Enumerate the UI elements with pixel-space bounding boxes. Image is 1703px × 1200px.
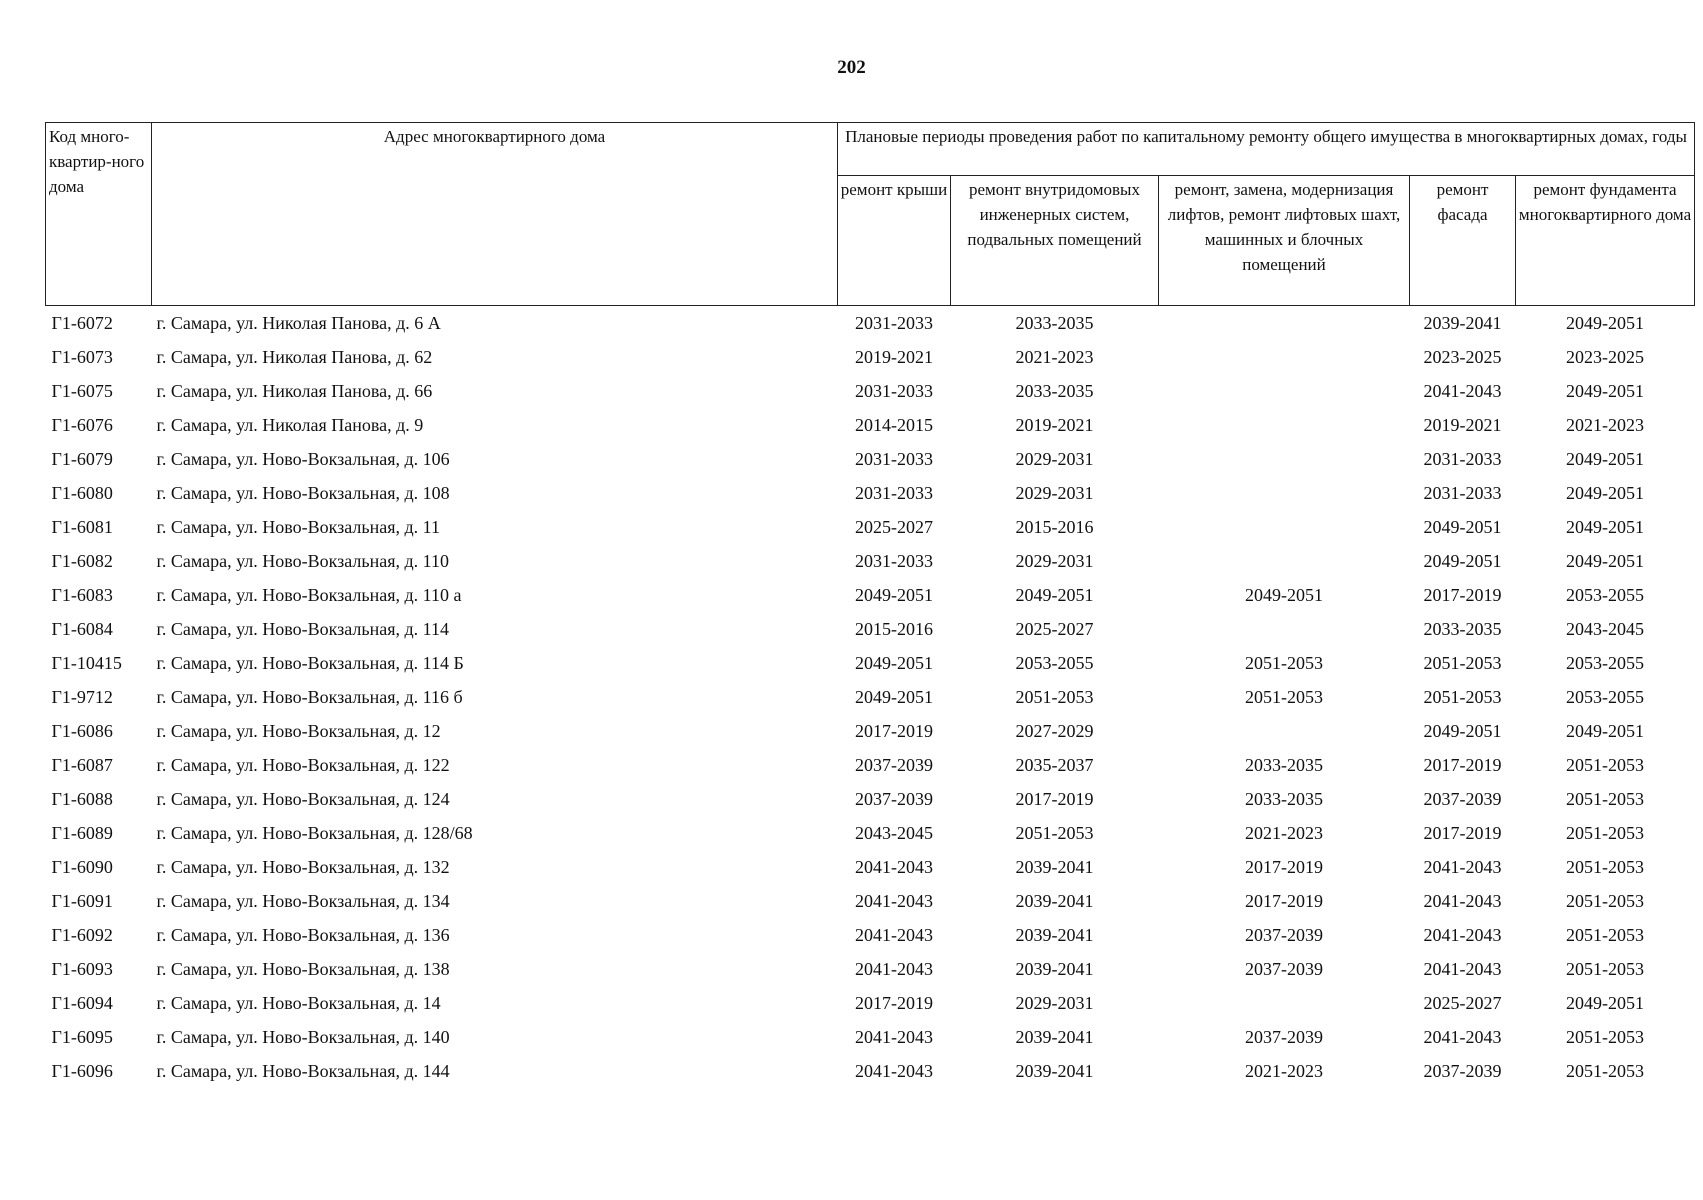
cell-systems: 2039-2041 <box>1015 925 1094 945</box>
cell-roof: 2043-2045 <box>855 823 933 843</box>
cell-foundation: 2021-2023 <box>1566 415 1645 435</box>
table-row <box>46 1020 1695 1054</box>
cell-roof: 2031-2033 <box>855 551 933 571</box>
cell-foundation: 2049-2051 <box>1566 449 1645 469</box>
cell-address: г. Самара, ул. Ново-Вокзальная, д. 12 <box>156 721 441 741</box>
cell-systems: 2049-2051 <box>1015 585 1094 605</box>
cell-address: г. Самара, ул. Николая Панова, д. 66 <box>156 381 433 401</box>
cell-foundation: 2049-2051 <box>1566 993 1645 1013</box>
cell-elevators: 2037-2039 <box>1245 1027 1323 1047</box>
cell-systems: 2039-2041 <box>1015 959 1094 979</box>
cell-code: Г1-6090 <box>51 857 113 877</box>
capital-repair-schedule <box>45 122 1694 1088</box>
cell-code: Г1-6076 <box>51 415 113 435</box>
cell-foundation: 2051-2053 <box>1566 959 1645 979</box>
header-elevators: ремонт, замена, модернизация лифтов, ремонт лифтовых шахт, машинных и блочных помещений <box>1159 176 1410 306</box>
cell-systems: 2017-2019 <box>1015 789 1094 809</box>
cell-code: Г1-9712 <box>51 687 113 707</box>
header-address: Адрес многоквартирного дома <box>152 123 838 306</box>
cell-facade: 2049-2051 <box>1423 721 1502 741</box>
cell-code: Г1-6082 <box>51 551 113 571</box>
table-row <box>46 476 1695 510</box>
cell-address: г. Самара, ул. Ново-Вокзальная, д. 134 <box>156 891 450 911</box>
header-periods-group: Плановые периоды проведения работ по капитальному ремонту общего имущества в многоквартирных домах, годы <box>838 123 1695 176</box>
cell-facade: 2037-2039 <box>1423 1061 1502 1081</box>
cell-systems: 2033-2035 <box>1015 381 1094 401</box>
cell-code: Г1-6079 <box>51 449 113 469</box>
cell-foundation: 2051-2053 <box>1566 1027 1645 1047</box>
cell-foundation: 2049-2051 <box>1566 551 1645 571</box>
table-header <box>46 123 1695 306</box>
table-row <box>46 340 1695 374</box>
cell-facade: 2019-2021 <box>1423 415 1502 435</box>
cell-code: Г1-6072 <box>51 313 113 333</box>
cell-roof: 2031-2033 <box>855 449 933 469</box>
cell-roof: 2031-2033 <box>855 483 933 503</box>
cell-address: г. Самара, ул. Ново-Вокзальная, д. 116 б <box>156 687 463 707</box>
cell-facade: 2037-2039 <box>1423 789 1502 809</box>
table-row <box>46 850 1695 884</box>
table-body <box>46 306 1695 1089</box>
table-row <box>46 748 1695 782</box>
cell-systems: 2019-2021 <box>1015 415 1094 435</box>
cell-code: Г1-6089 <box>51 823 113 843</box>
cell-roof: 2014-2015 <box>855 415 933 435</box>
cell-code: Г1-6088 <box>51 789 113 809</box>
cell-elevators: 2021-2023 <box>1245 1061 1323 1081</box>
cell-systems: 2039-2041 <box>1015 857 1094 877</box>
cell-systems: 2039-2041 <box>1015 891 1094 911</box>
cell-address: г. Самара, ул. Николая Панова, д. 62 <box>156 347 433 367</box>
cell-systems: 2025-2027 <box>1015 619 1094 639</box>
cell-facade: 2041-2043 <box>1423 891 1502 911</box>
cell-address: г. Самара, ул. Ново-Вокзальная, д. 140 <box>156 1027 450 1047</box>
cell-elevators <box>1159 544 1410 578</box>
cell-elevators <box>1159 442 1410 476</box>
cell-address: г. Самара, ул. Ново-Вокзальная, д. 136 <box>156 925 450 945</box>
table-row <box>46 918 1695 952</box>
table-row <box>46 544 1695 578</box>
cell-systems: 2039-2041 <box>1015 1061 1094 1081</box>
cell-code: Г1-6096 <box>51 1061 113 1081</box>
cell-facade: 2041-2043 <box>1423 381 1502 401</box>
cell-address: г. Самара, ул. Ново-Вокзальная, д. 114 Б <box>156 653 464 673</box>
cell-address: г. Самара, ул. Ново-Вокзальная, д. 108 <box>156 483 450 503</box>
cell-elevators <box>1159 306 1410 341</box>
cell-foundation: 2051-2053 <box>1566 823 1645 843</box>
cell-foundation: 2051-2053 <box>1566 857 1645 877</box>
cell-systems: 2027-2029 <box>1015 721 1094 741</box>
cell-address: г. Самара, ул. Николая Панова, д. 9 <box>156 415 424 435</box>
table-row <box>46 714 1695 748</box>
cell-address: г. Самара, ул. Ново-Вокзальная, д. 122 <box>156 755 450 775</box>
cell-facade: 2051-2053 <box>1423 653 1502 673</box>
cell-roof: 2025-2027 <box>855 517 933 537</box>
cell-code: Г1-6092 <box>51 925 113 945</box>
cell-facade: 2017-2019 <box>1423 755 1502 775</box>
cell-systems: 2053-2055 <box>1015 653 1094 673</box>
cell-roof: 2037-2039 <box>855 789 933 809</box>
cell-foundation: 2051-2053 <box>1566 891 1645 911</box>
cell-systems: 2015-2016 <box>1015 517 1094 537</box>
cell-systems: 2029-2031 <box>1015 449 1094 469</box>
header-roof: ремонт крыши <box>838 176 951 306</box>
cell-code: Г1-6073 <box>51 347 113 367</box>
cell-elevators <box>1159 408 1410 442</box>
cell-address: г. Самара, ул. Ново-Вокзальная, д. 132 <box>156 857 450 877</box>
cell-address: г. Самара, ул. Ново-Вокзальная, д. 106 <box>156 449 450 469</box>
cell-address: г. Самара, ул. Ново-Вокзальная, д. 114 <box>156 619 450 639</box>
cell-systems: 2051-2053 <box>1015 687 1094 707</box>
cell-foundation: 2049-2051 <box>1566 721 1645 741</box>
cell-facade: 2041-2043 <box>1423 925 1502 945</box>
cell-roof: 2037-2039 <box>855 755 933 775</box>
cell-systems: 2029-2031 <box>1015 483 1094 503</box>
cell-elevators: 2051-2053 <box>1245 687 1323 707</box>
cell-foundation: 2051-2053 <box>1566 1061 1645 1081</box>
cell-foundation: 2051-2053 <box>1566 789 1645 809</box>
cell-facade: 2041-2043 <box>1423 959 1502 979</box>
repair-periods-table <box>45 122 1695 1088</box>
cell-address: г. Самара, ул. Ново-Вокзальная, д. 11 <box>156 517 441 537</box>
cell-foundation: 2053-2055 <box>1566 585 1645 605</box>
cell-roof: 2031-2033 <box>855 313 933 333</box>
cell-roof: 2041-2043 <box>855 1061 933 1081</box>
cell-facade: 2017-2019 <box>1423 585 1502 605</box>
cell-code: Г1-6091 <box>51 891 113 911</box>
cell-elevators: 2017-2019 <box>1245 857 1323 877</box>
table-row <box>46 884 1695 918</box>
table-row <box>46 612 1695 646</box>
cell-code: Г1-6087 <box>51 755 113 775</box>
header-foundation: ремонт фундамента многоквартирного дома <box>1516 176 1695 306</box>
header-code: Код много-квартир-ного дома <box>46 123 152 306</box>
cell-foundation: 2023-2025 <box>1566 347 1645 367</box>
cell-foundation: 2049-2051 <box>1566 483 1645 503</box>
cell-code: Г1-6075 <box>51 381 113 401</box>
cell-elevators <box>1159 510 1410 544</box>
cell-systems: 2029-2031 <box>1015 993 1094 1013</box>
cell-roof: 2031-2033 <box>855 381 933 401</box>
cell-elevators: 2033-2035 <box>1245 755 1323 775</box>
cell-roof: 2019-2021 <box>855 347 933 367</box>
cell-foundation: 2049-2051 <box>1566 313 1645 333</box>
cell-facade: 2031-2033 <box>1423 449 1502 469</box>
cell-systems: 2029-2031 <box>1015 551 1094 571</box>
table-row <box>46 782 1695 816</box>
cell-systems: 2033-2035 <box>1015 313 1094 333</box>
cell-elevators: 2033-2035 <box>1245 789 1323 809</box>
cell-elevators: 2021-2023 <box>1245 823 1323 843</box>
page-number: 202 <box>837 57 866 78</box>
cell-roof: 2049-2051 <box>855 653 933 673</box>
cell-roof: 2041-2043 <box>855 959 933 979</box>
cell-roof: 2017-2019 <box>855 721 933 741</box>
cell-code: Г1-6081 <box>51 517 113 537</box>
cell-address: г. Самара, ул. Ново-Вокзальная, д. 128/68 <box>156 823 473 843</box>
cell-roof: 2015-2016 <box>855 619 933 639</box>
cell-elevators: 2037-2039 <box>1245 959 1323 979</box>
cell-foundation: 2049-2051 <box>1566 517 1645 537</box>
table-row <box>46 952 1695 986</box>
cell-roof: 2041-2043 <box>855 925 933 945</box>
cell-facade: 2033-2035 <box>1423 619 1502 639</box>
table-row <box>46 646 1695 680</box>
cell-facade: 2031-2033 <box>1423 483 1502 503</box>
cell-address: г. Самара, ул. Николая Панова, д. 6 А <box>156 313 441 333</box>
cell-systems: 2051-2053 <box>1015 823 1094 843</box>
cell-systems: 2021-2023 <box>1015 347 1094 367</box>
cell-elevators: 2037-2039 <box>1245 925 1323 945</box>
cell-roof: 2049-2051 <box>855 585 933 605</box>
cell-address: г. Самара, ул. Ново-Вокзальная, д. 110 <box>156 551 450 571</box>
header-systems: ремонт внутридомовых инженерных систем, подвальных помещений <box>951 176 1159 306</box>
table-row <box>46 408 1695 442</box>
cell-facade: 2023-2025 <box>1423 347 1502 367</box>
cell-code: Г1-6080 <box>51 483 113 503</box>
cell-roof: 2041-2043 <box>855 857 933 877</box>
cell-facade: 2025-2027 <box>1423 993 1502 1013</box>
table-row <box>46 578 1695 612</box>
cell-elevators <box>1159 374 1410 408</box>
cell-foundation: 2043-2045 <box>1566 619 1645 639</box>
table-row <box>46 816 1695 850</box>
cell-systems: 2035-2037 <box>1015 755 1094 775</box>
cell-foundation: 2049-2051 <box>1566 381 1645 401</box>
cell-foundation: 2051-2053 <box>1566 755 1645 775</box>
cell-code: Г1-6094 <box>51 993 113 1013</box>
cell-address: г. Самара, ул. Ново-Вокзальная, д. 14 <box>156 993 441 1013</box>
cell-systems: 2039-2041 <box>1015 1027 1094 1047</box>
cell-roof: 2041-2043 <box>855 1027 933 1047</box>
cell-roof: 2017-2019 <box>855 993 933 1013</box>
cell-facade: 2049-2051 <box>1423 551 1502 571</box>
table-row <box>46 306 1695 341</box>
cell-code: Г1-6093 <box>51 959 113 979</box>
cell-facade: 2049-2051 <box>1423 517 1502 537</box>
table-row <box>46 442 1695 476</box>
table-row <box>46 680 1695 714</box>
cell-facade: 2041-2043 <box>1423 857 1502 877</box>
cell-elevators <box>1159 340 1410 374</box>
cell-elevators <box>1159 986 1410 1020</box>
cell-elevators <box>1159 612 1410 646</box>
cell-address: г. Самара, ул. Ново-Вокзальная, д. 144 <box>156 1061 450 1081</box>
cell-elevators: 2049-2051 <box>1245 585 1323 605</box>
cell-code: Г1-6095 <box>51 1027 113 1047</box>
cell-elevators: 2017-2019 <box>1245 891 1323 911</box>
cell-code: Г1-10415 <box>51 653 122 673</box>
cell-elevators: 2051-2053 <box>1245 653 1323 673</box>
cell-address: г. Самара, ул. Ново-Вокзальная, д. 124 <box>156 789 450 809</box>
cell-elevators <box>1159 476 1410 510</box>
cell-roof: 2041-2043 <box>855 891 933 911</box>
cell-code: Г1-6083 <box>51 585 113 605</box>
cell-facade: 2051-2053 <box>1423 687 1502 707</box>
table-row <box>46 510 1695 544</box>
cell-elevators <box>1159 714 1410 748</box>
cell-code: Г1-6086 <box>51 721 113 741</box>
cell-foundation: 2053-2055 <box>1566 653 1645 673</box>
cell-foundation: 2051-2053 <box>1566 925 1645 945</box>
cell-code: Г1-6084 <box>51 619 113 639</box>
cell-roof: 2049-2051 <box>855 687 933 707</box>
cell-facade: 2041-2043 <box>1423 1027 1502 1047</box>
header-facade: ремонт фасада <box>1410 176 1516 306</box>
cell-facade: 2039-2041 <box>1423 313 1502 333</box>
table-row <box>46 1054 1695 1088</box>
cell-address: г. Самара, ул. Ново-Вокзальная, д. 110 а <box>156 585 462 605</box>
table-row <box>46 374 1695 408</box>
cell-facade: 2017-2019 <box>1423 823 1502 843</box>
table-row <box>46 986 1695 1020</box>
cell-address: г. Самара, ул. Ново-Вокзальная, д. 138 <box>156 959 450 979</box>
cell-foundation: 2053-2055 <box>1566 687 1645 707</box>
